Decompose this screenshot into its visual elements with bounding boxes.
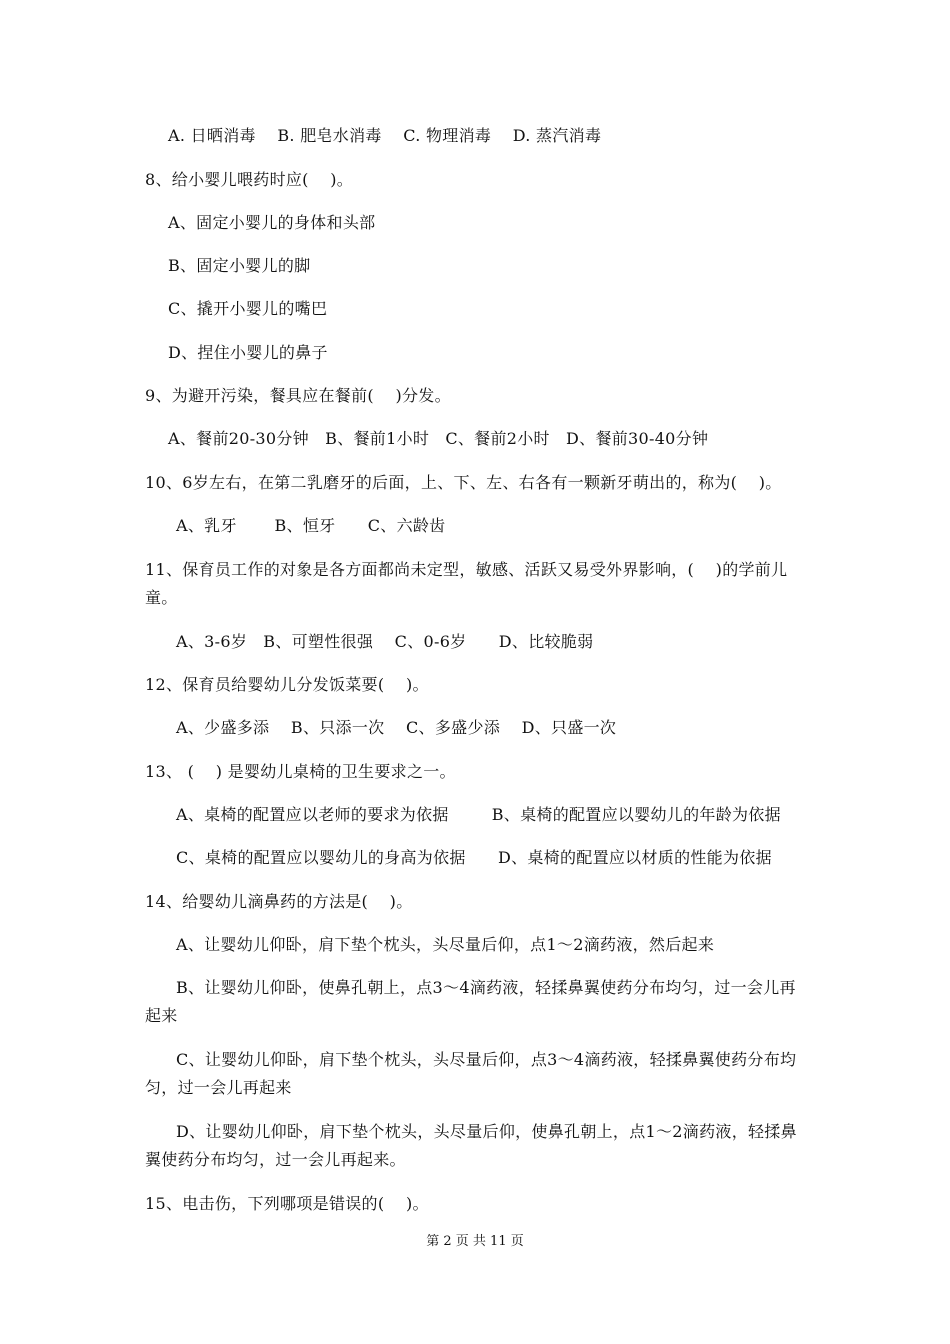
q12-options: A、少盛多添 B、只添一次 C、多盛少添 D、只盛一次 (176, 718, 617, 737)
q7-options: A. 日晒消毒 B. 肥皂水消毒 C. 物理消毒 D. 蒸汽消毒 (168, 126, 602, 145)
q9-stem: 9、为避开污染，餐具应在餐前( )分发。 (145, 386, 451, 405)
q13-options-ab: A、桌椅的配置应以老师的要求为依据 B、桌椅的配置应以婴幼儿的年龄为依据 (176, 805, 781, 824)
q14-stem: 14、给婴幼儿滴鼻药的方法是( )。 (145, 892, 413, 911)
q8-stem: 8、给小婴儿喂药时应( )。 (145, 170, 354, 189)
q14-option-c-cont: 匀，过一会儿再起来 (145, 1078, 292, 1097)
q8-option-b: B、固定小婴儿的脚 (168, 256, 311, 275)
q14-option-b: B、让婴幼儿仰卧，使鼻孔朝上，点3～4滴药液，轻揉鼻翼使药分布均匀，过一会儿再 (176, 978, 796, 997)
q8-option-a: A、固定小婴儿的身体和头部 (168, 213, 376, 232)
q9-options: A、餐前20-30分钟 B、餐前1小时 C、餐前2小时 D、餐前30-40分钟 (168, 429, 709, 448)
q11-stem: 11、保育员工作的对象是各方面都尚未定型，敏感、活跃又易受外界影响，( )的学前儿 (145, 560, 788, 579)
q13-options-cd: C、桌椅的配置应以婴幼儿的身高为依据 D、桌椅的配置应以材质的性能为依据 (176, 848, 772, 867)
q11-options: A、3-6岁 B、可塑性很强 C、0-6岁 D、比较脆弱 (176, 632, 594, 651)
q14-option-c: C、让婴幼儿仰卧，肩下垫个枕头，头尽量后仰，点3～4滴药液，轻揉鼻翼使药分布均 (176, 1050, 797, 1069)
q12-stem: 12、保育员给婴幼儿分发饭菜要( )。 (145, 675, 429, 694)
q14-option-b-cont: 起来 (145, 1006, 178, 1025)
q8-option-c: C、撬开小婴儿的嘴巴 (168, 299, 328, 318)
q10-stem: 10、6岁左右，在第二乳磨牙的后面，上、下、左、右各有一颗新牙萌出的，称为( )。 (145, 473, 782, 492)
q10-options: A、乳牙 B、恒牙 C、六龄齿 (176, 516, 446, 535)
page-footer: 第 2 页 共 11 页 (426, 1234, 524, 1249)
q14-option-d: D、让婴幼儿仰卧，肩下垫个枕头，头尽量后仰，使鼻孔朝上，点1～2滴药液，轻揉鼻 (176, 1122, 797, 1141)
q14-option-d-cont: 翼使药分布均匀，过一会儿再起来。 (145, 1150, 406, 1169)
q8-option-d: D、捏住小婴儿的鼻子 (168, 343, 328, 362)
q15-stem: 15、电击伤，下列哪项是错误的( )。 (145, 1194, 429, 1213)
q14-option-a: A、让婴幼儿仰卧，肩下垫个枕头，头尽量后仰，点1～2滴药液，然后起来 (176, 935, 715, 954)
q11-stem-cont: 童。 (145, 588, 178, 607)
q13-stem: 13、 ( ) 是婴幼儿桌椅的卫生要求之一。 (145, 762, 456, 781)
